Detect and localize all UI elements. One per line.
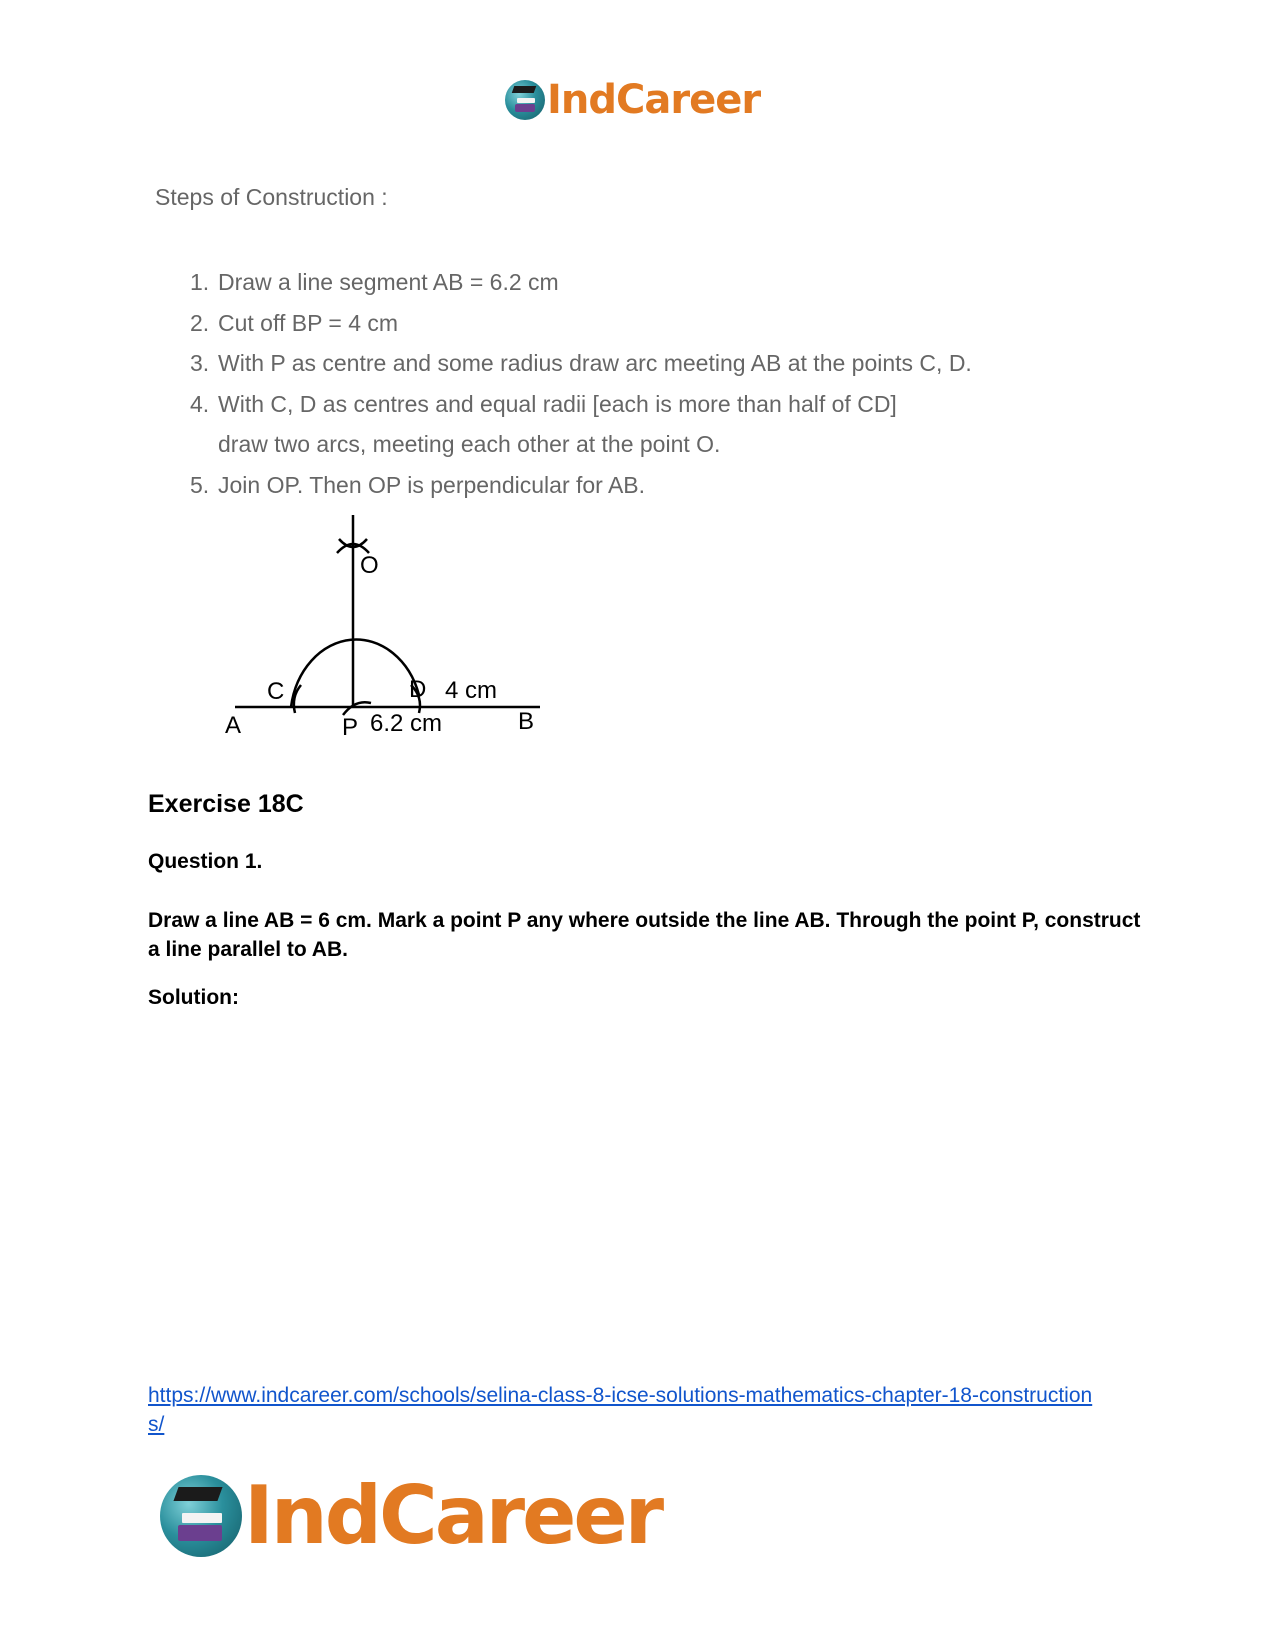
- step-text: Join OP. Then OP is perpendicular for AB.: [218, 471, 646, 498]
- footer-logo: [160, 1469, 662, 1562]
- step-number: 3.: [190, 350, 210, 376]
- step-text: With C, D as centres and equal radii [each is more than half of CD]: [218, 390, 897, 417]
- label-p: P: [342, 714, 359, 741]
- step-text: Cut off BP = 4 cm: [218, 309, 399, 336]
- steps-list: [190, 262, 972, 505]
- step-item: [190, 384, 972, 425]
- header-logo: [505, 77, 761, 123]
- step-item: [190, 343, 972, 384]
- logo-text: IndCareer: [547, 77, 761, 123]
- step-item-continued: [190, 424, 972, 465]
- question-label: Question 1.: [148, 850, 263, 873]
- step-item: [190, 303, 972, 344]
- question-text: Draw a line AB = 6 cm. Mark a point P any where outside the line AB. Through the point P, construct a line parallel to AB.: [148, 909, 1141, 961]
- logo-text: IndCareer: [244, 1469, 662, 1562]
- exercise-title: Exercise 18C: [148, 790, 304, 818]
- graduation-cap-globe-icon: [160, 1475, 242, 1557]
- label-c: C: [267, 678, 285, 705]
- label-o: O: [360, 552, 379, 579]
- solution-label: Solution:: [148, 986, 239, 1009]
- step-item: [190, 262, 972, 303]
- label-b: B: [518, 708, 535, 735]
- label-d: D: [409, 676, 427, 703]
- step-text: With P as centre and some radius draw arc meeting AB at the points C, D.: [218, 350, 972, 376]
- source-link[interactable]: https://www.indcareer.com/schools/selina-class-8-icse-solutions-mathematics-chapter-18-constructions/: [148, 1384, 1093, 1436]
- label-a: A: [225, 712, 242, 739]
- step-number: 1.: [190, 269, 210, 295]
- step-number: 4.: [190, 390, 210, 417]
- label-dist-ab: 6.2 cm: [370, 710, 443, 737]
- construction-figure: [225, 515, 555, 750]
- step-number: 2.: [190, 309, 210, 336]
- steps-title: Steps of Construction :: [155, 184, 388, 210]
- arc-cd: [291, 640, 419, 707]
- step-number: 5.: [190, 471, 210, 498]
- graduation-cap-globe-icon: [505, 80, 545, 120]
- step-item: [190, 465, 972, 506]
- step-text: Draw a line segment AB = 6.2 cm: [218, 269, 559, 295]
- step-text: draw two arcs, meeting each other at the point O.: [218, 431, 721, 457]
- label-dist-db: 4 cm: [445, 677, 498, 704]
